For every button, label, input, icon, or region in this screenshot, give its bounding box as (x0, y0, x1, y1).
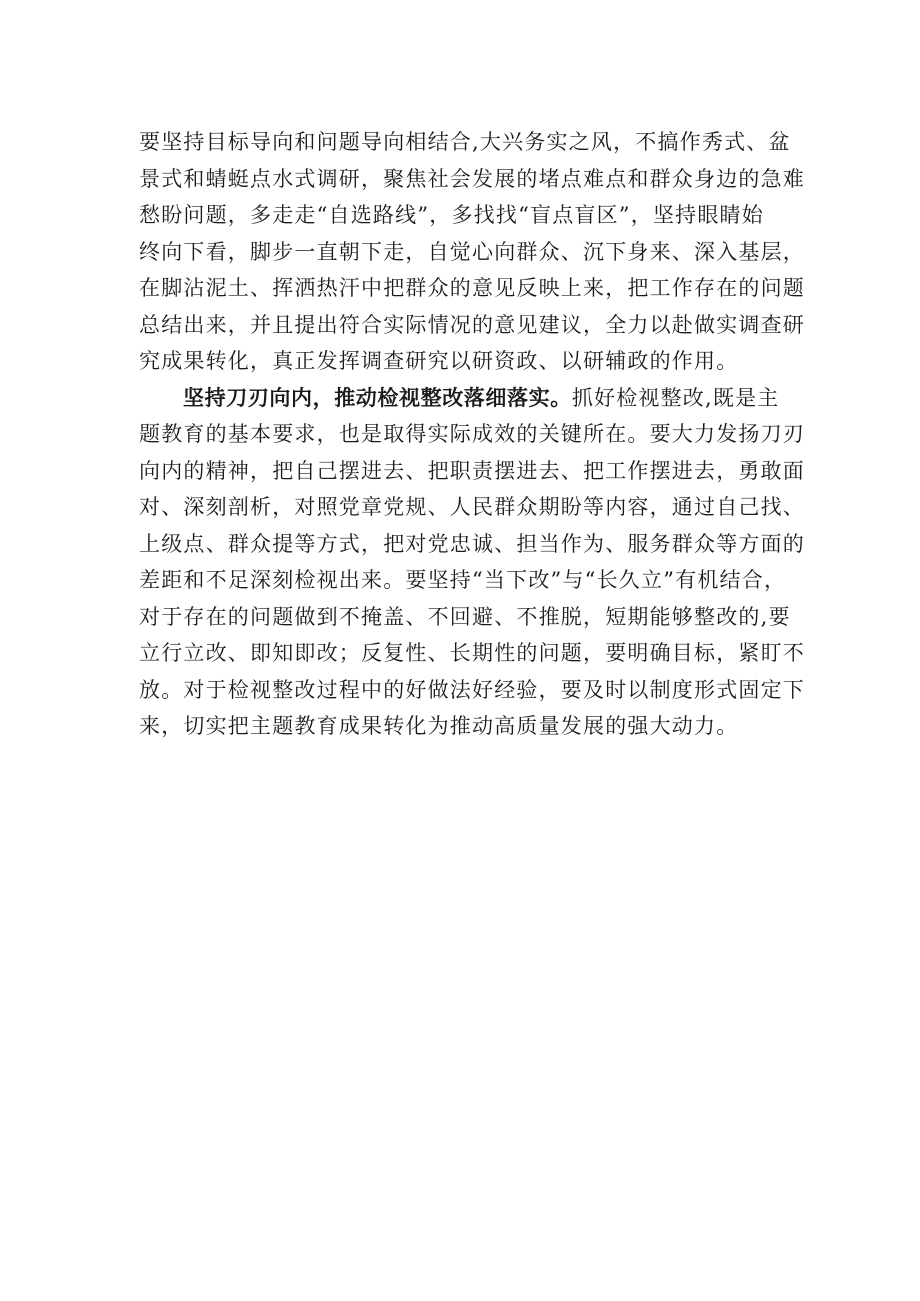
paragraph-first-line (139, 380, 789, 417)
paragraph-line: 终向下看，脚步一直朝下走，自觉心向群众、沉下身来、深入基层， (139, 239, 805, 264)
paragraph-line: 总结出来，并且提出符合实际情况的意见建议，全力以赴做实调查研 (139, 312, 805, 337)
paragraph-line: 立行立改、即知即改；反复性、长期性的问题，要明确目标，紧盯不 (139, 641, 805, 665)
paragraph-line: 放。对于检视整改过程中的好做法好经验，要及时以制度形式固定下 (139, 677, 805, 702)
paragraph-line: 向内的精神，把自己摆进去、把职责摆进去、把工作摆进去，勇敢面 (139, 458, 805, 483)
paragraph-line: 愁盼问题，多走走“自选路线”，多找找“盲点盲区”，坚持眼睛始 (139, 203, 764, 227)
paragraph-line: 景式和蜻蜓点水式调研，聚焦社会发展的堵点难点和群众身边的急难 (139, 166, 805, 191)
paragraph-1 (139, 124, 805, 380)
document-body (139, 124, 805, 745)
paragraph-line: 在脚沾泥土、挥洒热汗中把群众的意见反映上来，把工作存在的问题 (139, 276, 805, 300)
paragraph-line: 差距和不足深刻检视出来。要坚持“当下改”与“长久立”有机结合， (139, 568, 787, 592)
paragraph-line: 题教育的基本要求，也是取得实际成效的关键所在。要大力发扬刀刃 (139, 422, 805, 446)
paragraph-line: 究成果转化，真正发挥调查研究以研资政、以研辅政的作用。 (139, 349, 739, 373)
paragraph-text: 抓好检视整改,既是主 (571, 385, 780, 410)
paragraph-line: 对于存在的问题做到不掩盖、不回避、不推脱，短期能够整改的,要 (139, 604, 791, 629)
paragraph-line: 上级点、群众提等方式，把对党忠诚、担当作为、服务群众等方面的 (139, 531, 805, 556)
paragraph-line: 要坚持目标导向和问题导向相结合,大兴务实之风，不搞作秀式、盆 (139, 130, 791, 154)
paragraph-line: 来，切实把主题教育成果转化为推动高质量发展的强大动力。 (139, 714, 739, 738)
paragraph-line: 对、深刻剖析，对照党章党规、人民群众期盼等内容，通过自己找、 (139, 495, 805, 519)
section-heading: 坚持刀刃向内，推动检视整改落细落实。 (183, 385, 572, 410)
paragraph-2 (139, 380, 805, 745)
